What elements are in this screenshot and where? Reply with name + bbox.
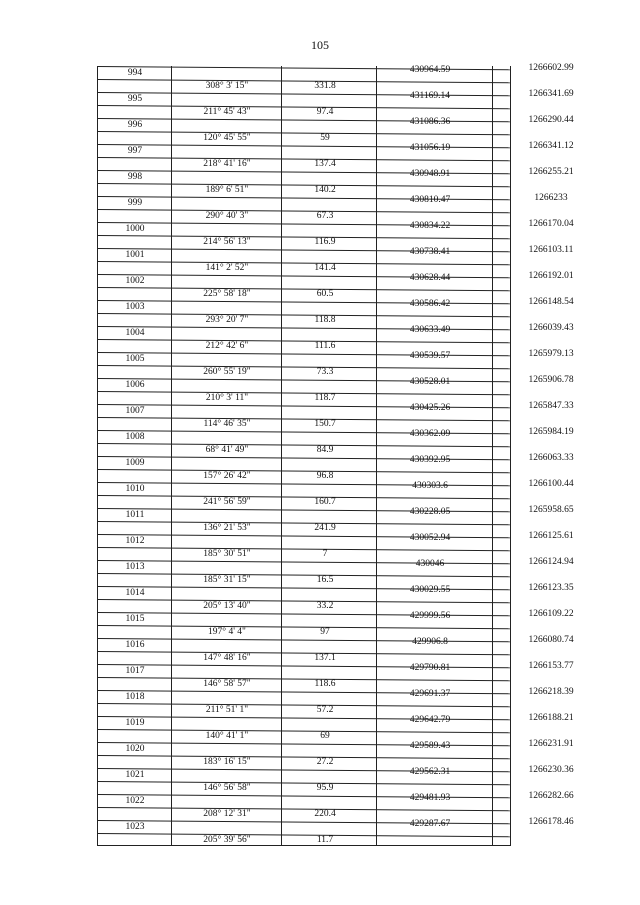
page-number: 105 [311, 38, 329, 52]
point-number: 1020 [125, 744, 145, 754]
direction-angle: 210° 3' 11" [205, 393, 249, 403]
distance-value: 84.9 [316, 445, 334, 455]
table-row [98, 687, 574, 715]
distance-value: 220.4 [314, 809, 336, 819]
y-coordinate: 1266100.44 [528, 479, 574, 489]
direction-angle: 225° 58' 18" [203, 289, 251, 299]
point-number: 1002 [125, 276, 145, 286]
table-row [98, 609, 574, 637]
x-coordinate: 429642.79 [409, 715, 451, 725]
point-number: 996 [127, 120, 143, 130]
direction-angle: 141° 2' 52" [205, 263, 249, 273]
table-row [98, 505, 574, 533]
distance-value: 95.9 [316, 783, 334, 793]
coordinates-table [97, 63, 574, 846]
y-coordinate: 1266218.39 [528, 687, 574, 697]
direction-angle: 218° 41' 16" [203, 159, 251, 169]
y-coordinate: 1266178.46 [528, 817, 574, 827]
direction-angle: 68° 41' 49" [205, 445, 249, 455]
table-row [98, 349, 574, 377]
direction-angle: 147° 48' 16" [203, 653, 251, 663]
x-coordinate: 431056.19 [409, 143, 451, 153]
point-number: 1018 [125, 692, 145, 702]
distance-value: 67.3 [316, 211, 334, 221]
point-number: 1015 [125, 614, 145, 624]
direction-angle: 185° 31' 15" [203, 575, 251, 585]
y-coordinate: 1265847.33 [528, 401, 574, 411]
table-row [98, 245, 574, 273]
distance-value: 137.1 [314, 653, 336, 663]
x-coordinate: 430228.05 [409, 507, 451, 517]
table-row [98, 531, 574, 559]
point-number: 1017 [125, 666, 145, 676]
y-coordinate: 1265984.19 [528, 427, 574, 437]
y-coordinate: 1266602.99 [528, 63, 574, 73]
distance-value: 59 [320, 133, 330, 143]
table-row [98, 427, 574, 455]
direction-angle: 114° 46' 35" [203, 419, 251, 429]
y-coordinate: 1266188.21 [528, 713, 574, 723]
x-coordinate: 429691.37 [409, 689, 451, 699]
table-row [98, 401, 574, 429]
distance-value: 60.5 [316, 289, 334, 299]
table-row [98, 271, 574, 299]
direction-angle: 260° 55' 19" [203, 367, 251, 377]
y-coordinate: 1266341.69 [528, 89, 574, 99]
point-number: 1019 [125, 718, 145, 728]
x-coordinate: 429790.81 [409, 663, 451, 673]
table-row [98, 115, 574, 143]
point-number: 1005 [125, 354, 145, 364]
y-coordinate: 1266109.22 [528, 609, 574, 619]
direction-angle: 185° 30' 51" [203, 549, 251, 559]
distance-value: 57.2 [316, 705, 334, 715]
x-coordinate: 430362.09 [409, 429, 451, 439]
point-number: 999 [127, 198, 143, 208]
distance-value: 160.7 [314, 497, 336, 507]
x-coordinate: 430586.42 [409, 299, 451, 309]
direction-angle: 136° 21' 53" [203, 523, 251, 533]
x-coordinate: 429906.8 [412, 637, 448, 647]
distance-value: 111.6 [314, 341, 336, 351]
distance-value: 7 [322, 549, 328, 559]
y-coordinate: 1266255.21 [528, 167, 574, 177]
y-coordinate: 1266080.74 [528, 635, 574, 645]
direction-angle: 212° 42' 6" [205, 341, 249, 351]
distance-value: 137.4 [314, 159, 336, 169]
table-row [98, 557, 574, 585]
point-number: 1009 [125, 458, 145, 468]
x-coordinate: 431086.36 [409, 117, 451, 127]
distance-value: 141.4 [314, 263, 336, 273]
table-row [98, 765, 574, 793]
y-coordinate: 1266039.43 [528, 323, 574, 333]
x-coordinate: 430628.44 [409, 273, 451, 283]
point-number: 1006 [125, 380, 145, 390]
y-coordinate: 1266341.12 [528, 141, 574, 151]
direction-angle: 290° 40' 3" [205, 211, 249, 221]
y-coordinate: 1266192.01 [528, 271, 574, 281]
point-number: 1010 [125, 484, 145, 494]
table-row [98, 63, 574, 91]
direction-angle: 241° 56' 59" [203, 497, 251, 507]
x-coordinate: 430964.59 [409, 65, 451, 75]
direction-angle: 197° 4' 4" [208, 627, 246, 637]
distance-value: 241.9 [314, 523, 336, 533]
distance-value: 96.8 [316, 471, 334, 481]
direction-angle: 205° 39' 56" [203, 835, 251, 845]
distance-value: 97 [320, 627, 330, 637]
direction-angle: 189° 6' 51" [205, 185, 249, 195]
y-coordinate: 1265958.65 [528, 505, 574, 515]
y-coordinate: 1266124.94 [528, 557, 574, 567]
point-number: 1004 [125, 328, 145, 338]
point-number: 1014 [125, 588, 145, 598]
table-row [98, 193, 568, 221]
x-coordinate: 430392.95 [409, 455, 451, 465]
table-row [98, 661, 574, 689]
distance-value: 69 [320, 731, 330, 741]
distance-value: 140.2 [314, 185, 336, 195]
direction-angle: 183° 16' 15" [203, 757, 251, 767]
y-coordinate: 1266231.91 [528, 739, 574, 749]
direction-angle: 208° 12' 31" [203, 809, 251, 819]
x-coordinate: 430528.01 [409, 377, 451, 387]
x-coordinate: 430539.57 [409, 351, 451, 361]
x-coordinate: 431169.14 [409, 91, 451, 101]
table-row [98, 713, 574, 741]
y-coordinate: 1266282.66 [528, 791, 574, 801]
x-coordinate: 429287.67 [409, 819, 451, 829]
direction-angle: 214° 56' 13" [203, 237, 251, 247]
table-row [98, 453, 574, 481]
distance-value: 116.9 [314, 237, 336, 247]
distance-value: 150.7 [314, 419, 336, 429]
table-row [98, 583, 574, 611]
y-coordinate: 1266170.04 [528, 219, 574, 229]
table-row [98, 297, 574, 325]
direction-angle: 140° 41' 1" [205, 731, 249, 741]
table-row [98, 479, 574, 507]
point-number: 1001 [125, 250, 145, 260]
x-coordinate: 430834.22 [409, 221, 451, 231]
table-row [98, 739, 574, 767]
point-number: 995 [127, 94, 143, 104]
direction-angle: 157° 26' 42" [203, 471, 251, 481]
point-number: 1000 [125, 224, 145, 234]
x-coordinate: 430046 [415, 559, 445, 569]
table-row [98, 791, 574, 819]
point-number: 1011 [125, 510, 145, 520]
y-coordinate: 1266290.44 [528, 115, 574, 125]
table-row [98, 219, 574, 247]
direction-angle: 211° 51' 1" [205, 705, 249, 715]
x-coordinate: 429999.56 [409, 611, 451, 621]
table-row [98, 167, 574, 195]
x-coordinate: 430738.41 [409, 247, 451, 257]
x-coordinate: 429589.43 [409, 741, 451, 751]
direction-angle: 146° 58' 57" [203, 679, 251, 689]
y-coordinate: 1266123.35 [528, 583, 574, 593]
x-coordinate: 429562.31 [409, 767, 451, 777]
x-coordinate: 430948.91 [409, 169, 451, 179]
point-number: 1016 [125, 640, 145, 650]
y-coordinate: 1266148.54 [528, 297, 574, 307]
distance-value: 33.2 [316, 601, 334, 611]
direction-angle: 293° 20' 7" [205, 315, 249, 325]
distance-value: 118.7 [314, 393, 336, 403]
y-coordinate: 1266233 [534, 193, 568, 203]
distance-value: 97.4 [316, 107, 334, 117]
distance-value: 16.5 [316, 575, 334, 585]
y-coordinate: 1266103.11 [528, 245, 574, 255]
point-number: 1008 [125, 432, 145, 442]
table-row [98, 375, 574, 403]
direction-angle: 146° 56' 58" [203, 783, 251, 793]
x-coordinate: 430633.49 [409, 325, 451, 335]
table-row [98, 323, 574, 351]
point-number: 997 [127, 146, 143, 156]
table-row [98, 817, 574, 845]
point-number: 998 [127, 172, 143, 182]
x-coordinate: 430052.94 [409, 533, 451, 543]
y-coordinate: 1265906.78 [528, 375, 574, 385]
y-coordinate: 1266230.36 [528, 765, 574, 775]
y-coordinate: 1266063.33 [528, 453, 574, 463]
x-coordinate: 430303.6 [412, 481, 448, 491]
point-number: 1022 [125, 796, 145, 806]
x-coordinate: 430810.47 [409, 195, 451, 205]
x-coordinate: 430029.55 [409, 585, 451, 595]
point-number: 1012 [125, 536, 145, 546]
x-coordinate: 430425.26 [409, 403, 451, 413]
point-number: 1013 [125, 562, 145, 572]
distance-value: 118.6 [314, 679, 336, 689]
y-coordinate: 1266125.61 [528, 531, 574, 541]
direction-angle: 205° 13' 40" [203, 601, 251, 611]
y-coordinate: 1265979.13 [528, 349, 574, 359]
distance-value: 27.2 [316, 757, 334, 767]
point-number: 994 [127, 68, 143, 78]
distance-value: 11.7 [316, 835, 334, 845]
direction-angle: 120° 45' 55" [203, 133, 251, 143]
y-coordinate: 1266153.77 [528, 661, 574, 671]
point-number: 1007 [125, 406, 145, 416]
direction-angle: 308° 3' 15" [205, 81, 249, 91]
direction-angle: 211° 45' 43" [203, 107, 251, 117]
point-number: 1023 [125, 822, 145, 832]
point-number: 1021 [125, 770, 145, 780]
distance-value: 118.8 [314, 315, 336, 325]
table-row [98, 141, 574, 169]
point-number: 1003 [125, 302, 145, 312]
distance-value: 73.3 [316, 367, 334, 377]
distance-value: 331.8 [314, 81, 336, 91]
table-row [98, 635, 574, 663]
x-coordinate: 429481.93 [409, 793, 451, 803]
table-row [98, 89, 574, 117]
